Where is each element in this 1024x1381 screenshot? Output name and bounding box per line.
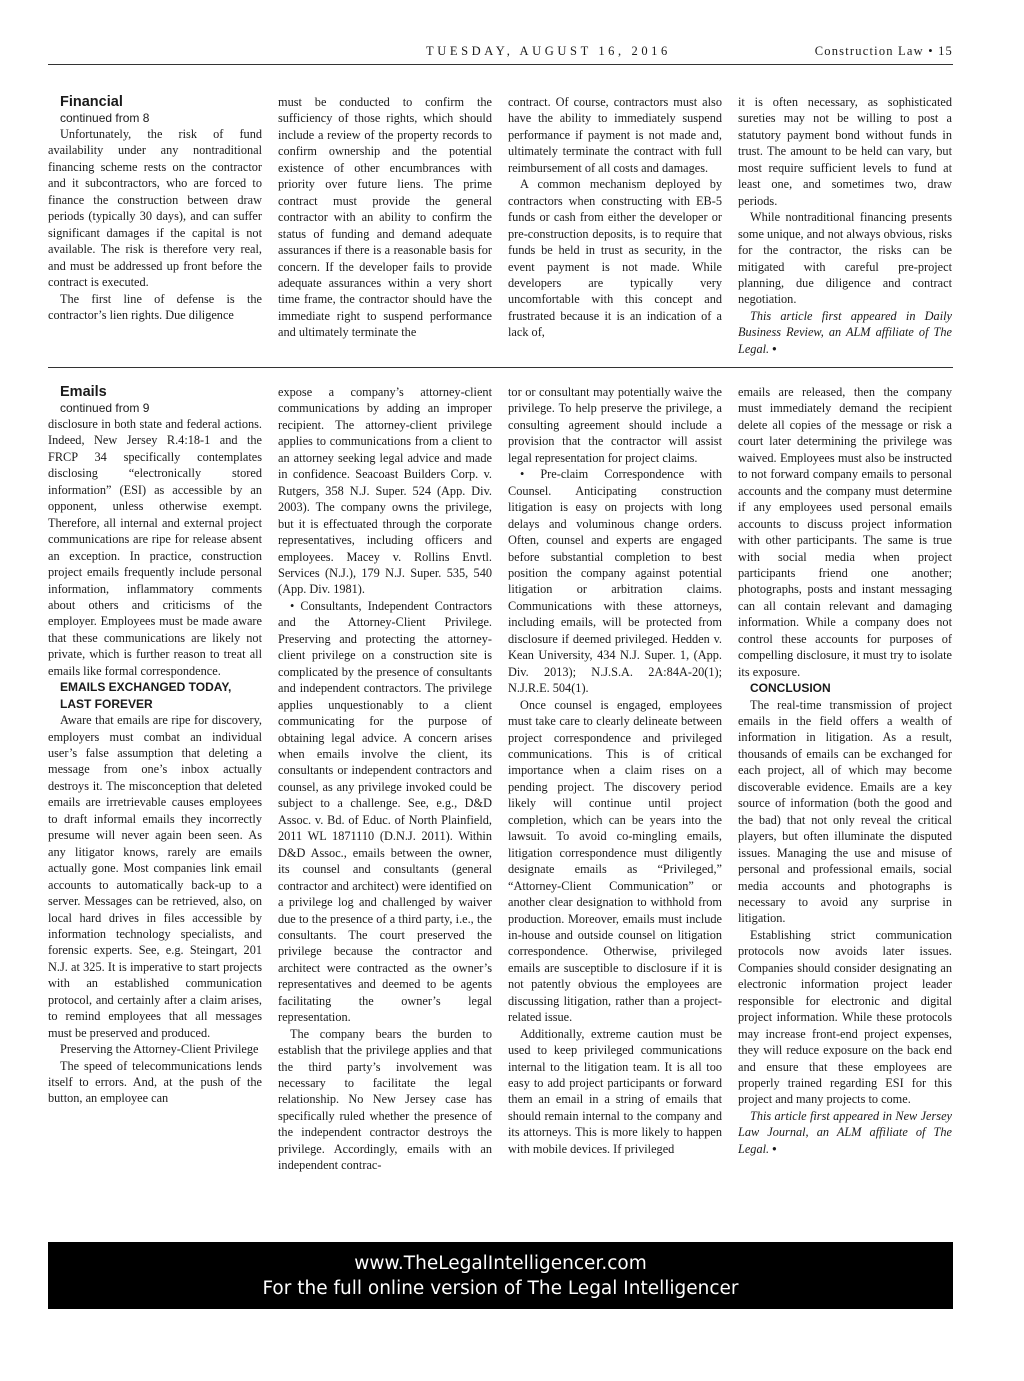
paragraph: it is often necessary, as sophisticated sureties may not be willing to post a statutory payment bond without funds in trust. The amount to be held can vary, but most require sufficient levels to fund at least one, and sometimes two, draw periods.	[738, 95, 952, 208]
paragraph: The first line of defense is the contractor’s lien rights. Due diligence	[48, 291, 262, 322]
promo-banner	[48, 1242, 953, 1309]
website-link[interactable]: www.TheLegalIntelligencer.com	[354, 1253, 647, 1274]
paragraph: The company bears the burden to establish that the privilege applies and that the third party’s involvement was necessary to facilitate the legal relationship. No New Jersey case has specifically ruled whether the presence of the independent contractor destroys the privilege. Accordingly, emails with an independent contrac-	[278, 1026, 492, 1173]
paragraph: The real-time transmission of project emails in the field offers a wealth of information in litigation. As a result, thousands of emails can be exchanged for each project, all of which may become discoverable evidence. Emails are a key source of information (both the good and the bad) that not only reveal the critical players, but often illuminate the disputed issues. Managing the use and misuse of personal and professional emails, social media accounts and photographs is necessary to avoid any surprise in litigation.	[738, 697, 952, 926]
emails-column-3	[508, 384, 722, 1230]
emails-article	[48, 384, 953, 1230]
banner-tagline: For the full online version of The Legal Intelligencer	[262, 1278, 739, 1299]
financial-column-4	[738, 94, 952, 358]
paragraph: While nontraditional financing presents some unique, and not always obvious, risks for the contractor, the risks can be mitigated with careful pre-project planning, due diligence and contract negotiation.	[738, 210, 952, 307]
paragraph: disclosure in both state and federal actions. Indeed, New Jersey R.4:18-1 and the FRCP 34 specifically contemplates disclosing “electronically stored information” (ESI) as accessible by an opponent, unless otherwise exempt. Therefore, all internal and external project communications are ripe for release absent an exception. In practice, construction project emails frequently include personal information, inflammatory comments about others and criticisms of the employer. Employees must be made aware that these communications are likely not private, which is further reason to treat all emails like formal correspondence.	[48, 417, 262, 678]
article-divider-rule	[48, 367, 953, 368]
financial-article	[48, 94, 953, 356]
paragraph: Unfortunately, the risk of fund availability under any nontraditional financing scheme rests on the contractor and it subcontractors, who are forced to finance the construction between draw periods (typically 30 days), and can suffer significant damages if the capital is not available. The risk is therefore very real, and must be addressed up front before the contract is executed.	[48, 127, 262, 290]
end-mark: •	[772, 1141, 777, 1156]
paragraph: • Pre-claim Correspondence with Counsel. Anticipating construction litigation is easy on projects with long delays and voluminous change orders. Often, counsel and experts are engaged before substantial completion to best position the company against potential litigation or arbitration claims. Communications with these attorneys, including emails, will be protected from disclosure if deemed privileged. Hedden v. Kean University, 434 N.J. Super. 1, (App. Div. 2013); N.J.S.A. 2A:84A-20(1); N.J.R.E. 504(1).	[508, 467, 722, 696]
emails-kicker: Emails	[60, 384, 107, 400]
paragraph: contract. Of course, contractors must also have the ability to immediately suspend performance if payment is not made and, ultimately terminate the contract with full reimbursement of all costs and damages.	[508, 95, 722, 175]
paragraph: emails are released, then the company must immediately demand the recipient delete all copies of the message or risk a court later determining the privilege was waived. Employees must also be instructed to not forward company emails to personal accounts and the company must determine if any employees used personal emails accounts to discuss project information with other participants. The same is true with social media when project participants friend one another; photographs, posts and instant messaging can all contain relevant and damaging information. While a company does not control these accounts for purposes of compelling disclosure, it must try to isolate its exposure.	[738, 385, 952, 679]
paragraph: must be conducted to confirm the sufficiency of those rights, which should include a review of the property records to confirm ownership and the potential existence of other encumbrances with priority over future liens. The prime contract must provide the general contractor with an ability to confirm the status of funding and demand adequate assurances if there is a reasonable basis for concern. If the developer fails to provide adequate assurances within a very short time frame, the contractor should have the immediate right to suspend performance and ultimately terminate the	[278, 95, 492, 340]
emails-jump-line: continued from 9	[60, 401, 150, 415]
financial-kicker: Financial	[60, 94, 123, 110]
issue-date: TUESDAY, AUGUST 16, 2016	[426, 44, 671, 58]
section-page-number: Construction Law • 15	[814, 44, 953, 58]
running-head	[48, 44, 953, 64]
credit-text: This article first appeared in New Jersey Law Journal, an ALM affiliate of The Legal.	[738, 1108, 952, 1156]
financial-column-1	[48, 94, 262, 358]
paragraph: Establishing strict communication protocols now avoids later issues. Companies should consider designating an electronic information project leader responsible for electronic and digital project information. While these protocols may increase front-end project expenses, they will reduce exposure on the back end and ensure that these employees are properly trained regarding ESI for this project and many projects to come.	[738, 927, 952, 1107]
financial-jump-line: continued from 8	[60, 111, 150, 125]
paragraph: tor or consultant may potentially waive the privilege. To help preserve the privilege, a consulting agreement should include a provision that the contractor will assist legal representation for project claims.	[508, 385, 722, 465]
end-mark: •	[772, 341, 777, 356]
subhead-line-1: EMAILS EXCHANGED TODAY,	[60, 680, 232, 695]
paragraph: The speed of telecommunications lends itself to errors. And, at the push of the button, an employee can	[48, 1058, 262, 1106]
subhead-line-2: LAST FOREVER	[60, 696, 153, 711]
paragraph: A common mechanism deployed by contractors when constructing with EB-5 funds or cash from either the developer or pre-construction deposits, is to require that funds be held in trust as security, in the event payment is not made. While developers are typically very uncomfortable with this concept and frustrated because it is an indication of a lack of,	[508, 177, 722, 340]
article-credit	[738, 1108, 952, 1157]
emails-column-1	[48, 384, 262, 1230]
credit-text: This article first appeared in Daily Business Review, an ALM affiliate of The Legal.	[738, 308, 952, 356]
emails-column-2	[278, 384, 492, 1230]
article-credit	[738, 308, 952, 357]
section-subhead	[48, 679, 262, 712]
paragraph: Preserving the Attorney-Client Privilege	[60, 1042, 259, 1057]
paragraph: expose a company’s attorney-client communications by adding an improper recipient. The attorney-client privilege applies to communications from a client to an attorney seeking legal advice and made in confidence. Seacoast Builders Corp. v. Rutgers, 358 N.J. Super. 524 (App. Div. 2003). The company owns the privilege, but it is effectuated through the corporate representatives, including officers and employees. Macey v. Rollins Envtl. Services (N.J.), 179 N.J. Super. 535, 540 (App. Div. 1981).	[278, 385, 492, 597]
financial-column-3	[508, 94, 722, 358]
emails-column-4	[738, 384, 952, 1230]
financial-column-2	[278, 94, 492, 358]
paragraph: • Consultants, Independent Contractors and the Attorney-Client Privilege. Preserving and protecting the attorney-client privilege on a construction site is complicated by the presence of consultants and independent contractors. The privilege applies unquestionably to a client communicating for the purpose of obtaining legal advice. A concern arises when emails involve the client, its consultants or independent contractors and counsel, as any privilege invoked could be subject to a challenge. See, e.g., D&D Assoc. v. Bd. of Educ. of North Plainfield, 2011 WL 1871110 (D.N.J. 2011). Within D&D Assoc., emails between the owner, its counsel and consultants (general contractor and architect) were identified on a privilege log and challenged by waiver due to the presence of a third party, i.e., the consultants. The court preserved the privilege because the contractor and architect were contracted as the owner’s representatives and deemed to be agents facilitating the owner’s legal representation.	[278, 598, 492, 1025]
header-rule	[48, 64, 953, 65]
paragraph: Aware that emails are ripe for discovery, employers must combat an individual user’s false assumption that deleting a message from one’s inbox actually destroys it. The misconception that deleted emails are irretrievable causes employees to draft informal emails they incorrectly presume will never again been seen. As any litigator knows, rarely are emails actually gone. Most companies link email accounts to automatically back-up to a server. Messages can be retrieved, also, on local hard drives in files accessible by information technology specialists, and forensic experts. See, e.g. Steingart, 201 N.J. at 325. It is imperative to start projects with an established communication protocol, and certainly after a claim arises, to remind employees that all messages must be preserved and produced.	[48, 713, 262, 1040]
paragraph: Additionally, extreme caution must be used to keep privileged communications internal to the litigation team. It is all too easy to add project participants or forward them an email in a string of emails that should remain internal to the company and its attorneys. This is more likely to happen with mobile devices. If privileged	[508, 1026, 722, 1156]
paragraph: Once counsel is engaged, employees must take care to clearly delineate between project correspondence and privileged communications. This is of critical importance when a claim rises on a pending project. The discovery period likely will continue until project completion, which can be years into the lawsuit. To avoid co-mingling emails, litigation correspondence must diligently designate emails as “Privileged,” “Attorney-Client Communication” or another clear designation to withhold from production. Moreover, emails must include in-house and outside counsel on litigation correspondence. Otherwise, privileged emails are susceptible to disclosure if it is not patently obvious the employees are discussing litigation, rather than a project-related issue.	[508, 697, 722, 1025]
conclusion-subhead: CONCLUSION	[750, 681, 831, 696]
